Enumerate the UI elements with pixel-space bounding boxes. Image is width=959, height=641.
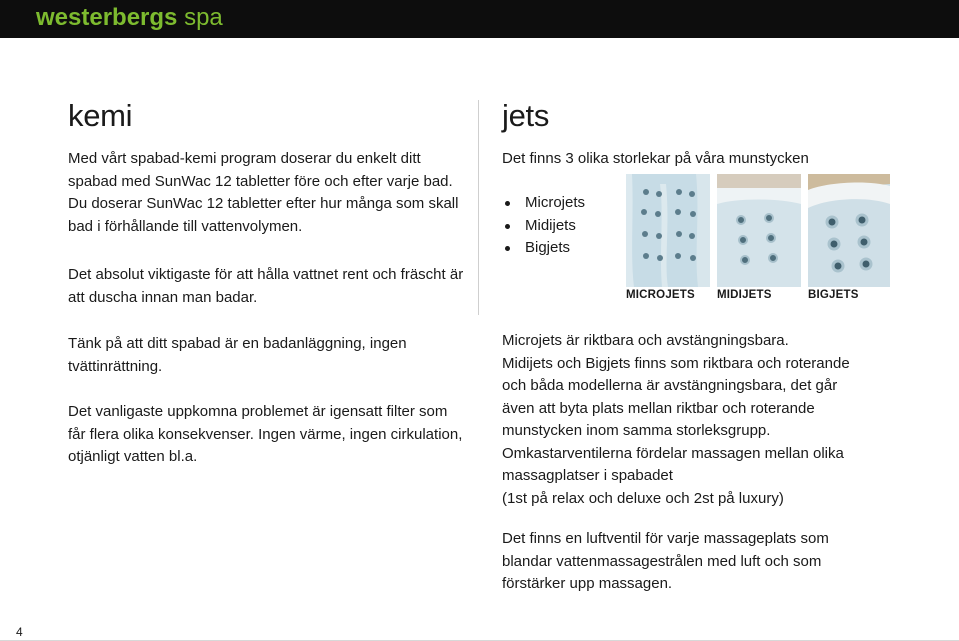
- jets-description-line: även att byta plats mellan riktbar och roterande: [502, 399, 815, 417]
- bullet-item-midijets: Midijets: [502, 215, 585, 238]
- jets-description-line: Midijets och Bigjets finns som riktbara och roterande: [502, 354, 850, 372]
- jets-description: [502, 330, 922, 510]
- kemi-paragraph-1: Med vårt spabad-kemi program doserar du enkelt ditt spabad med SunWac 12 tabletter före och efter varje bad. Du doserar SunWac 12 tabletter efter hur många som skall bad i förhållande till vattenvolymen.: [68, 150, 459, 235]
- kemi-paragraph-4: Det vanligaste uppkomna problemet är igensatt filter som får flera olika konsekvenser. Ingen värme, ingen cirkulation, otjänligt vatten bl.a.: [68, 403, 463, 465]
- jets-description-line: (1st på relax och deluxe och 2st på luxury): [502, 489, 784, 507]
- jets-heading: jets: [502, 98, 550, 133]
- caption-midijets: MIDIJETS: [717, 289, 772, 301]
- jets-description-line: och båda modellerna är avstängningsbara, det går: [502, 377, 838, 394]
- jets-description-line: massagplatser i spabadet: [502, 467, 673, 484]
- jets-description-line: munstycken inom samma storleksgrupp.: [502, 422, 771, 439]
- page-number: 4: [16, 625, 23, 639]
- jets-bullet-list: [502, 192, 585, 260]
- air-valve-line: blandar vattenmassagestrålen med luft och som: [502, 552, 822, 570]
- bullet-item-microjets: Microjets: [502, 192, 585, 215]
- midijets-photo: [717, 174, 801, 287]
- jets-intro: Det finns 3 olika storlekar på våra munstycken: [502, 150, 809, 167]
- caption-microjets: MICROJETS: [626, 289, 695, 301]
- brand-name-light: spa: [184, 4, 223, 31]
- microjets-photo: [626, 174, 710, 287]
- jets-description-line: Omkastarventilerna fördelar massagen mellan olika: [502, 444, 844, 462]
- header-bar: [0, 0, 959, 38]
- jets-description-line: Microjets är riktbara och avstängningsbara.: [502, 332, 789, 349]
- bigjets-photo: [808, 174, 890, 287]
- brand-logo: [36, 3, 223, 33]
- kemi-paragraph-3: Tänk på att ditt spabad är en badanläggning, ingen tvättinrättning.: [68, 335, 407, 375]
- brand-name-bold: westerbergs: [36, 4, 178, 31]
- kemi-heading: kemi: [68, 98, 133, 133]
- air-valve-paragraph: [502, 528, 922, 596]
- kemi-paragraph-2: Det absolut viktigaste för att hålla vattnet rent och fräscht är att duscha innan man badar.: [68, 266, 464, 306]
- column-divider: [478, 100, 479, 315]
- bullet-item-bigjets: Bigjets: [502, 237, 585, 260]
- caption-bigjets: BIGJETS: [808, 289, 859, 301]
- air-valve-line: Det finns en luftventil för varje massageplats som: [502, 530, 829, 547]
- air-valve-line: förstärker upp massagen.: [502, 575, 673, 592]
